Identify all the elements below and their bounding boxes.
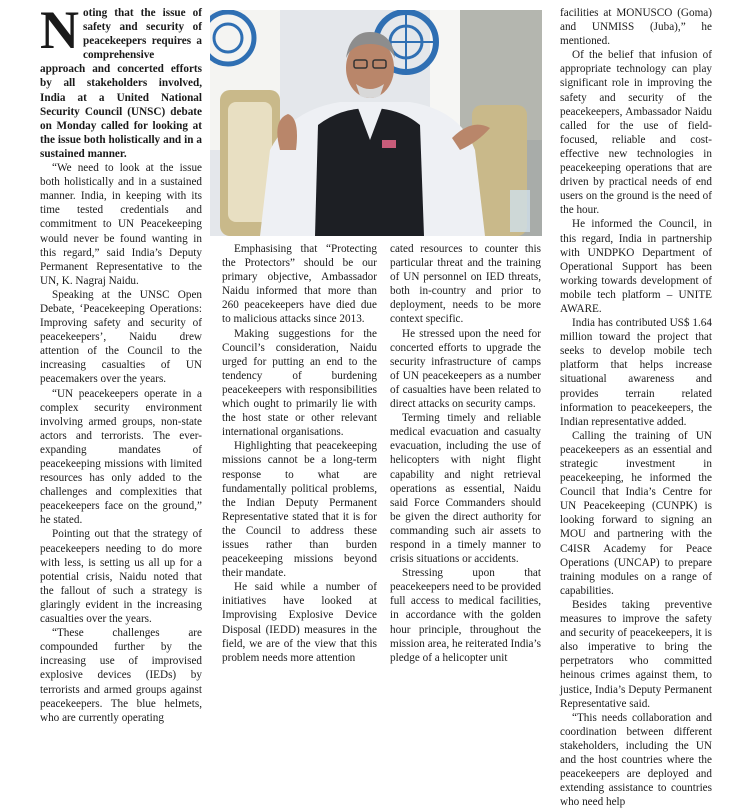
paragraph: Besides taking preventive measures to improve the safety and security of peacekeepers, it is also imperative to bring the perpetrators who committed heinous crimes against them, to justice, India’s Deputy Permanent Representative said. [560,598,712,710]
paragraph: India has contributed US$ 1.64 million toward the project that seeks to develop mobile tech platform that helps increase situational awareness and provides terrain related information to peacekeepers, the Indian representative added. [560,317,712,428]
column-1 [40,0,202,725]
paragraph: He informed the Council, in this regard, India in partnership with UNDPKO Department of Operational Support has been working towards development of mobile tech platform – UNITE AWARE. [560,218,712,315]
paragraph: Calling the training of UN peacekeepers as an essential and strategic investment in peacekeeping, he informed the Council that India’s Centre for UN Peacekeeping (CUNPK) is looking forward to signing an MOU and partnering with the C4ISR Academy for Peace Operations (UNCAP) to prepare training modules on a range of capabilities. [560,429,712,597]
lead-paragraph [40,0,202,161]
paragraph: Stressing upon that peacekeepers need to be provided full access to medical facilities, in accordance with the golden hour principle, throughout the mission area, he reiterated India’s pledge of a helicopter unit [390,567,541,664]
paragraph: “This needs collaboration and coordination between different stakeholders, including the UN and the host countries where the peacekeepers are deployed and extending assistance to countries who need help [560,711,712,809]
paragraph: Of the belief that infusion of appropriate technology can play significant role in improving the safety and security of the peacekeepers, Ambassador Naidu called for the use of field-focused, reliable and cost-effective new technologies in peacekeeping operations that are driven by practical needs of end users on the ground is the need of the hour. [560,49,712,217]
column-4 [560,6,712,809]
column-2 [222,242,377,665]
paragraph: Emphasising that “Protecting the Protectors” should be our primary objective, Ambassador Naidu informed that more than 260 peacekeepers have died due to malicious attacks since 2013. [222,243,377,326]
paragraph: He stressed upon the need for concerted efforts to upgrade the security infrastructure of camps of UN peacekeepers as a number of casualties have been related to direct attacks on security camps. [390,327,541,411]
paragraph: Highlighting that peacekeeping missions cannot be a long-term response to what are fundamentally political problems, the Indian Deputy Permanent Representative stated that it is for the Council to address these issues rather than burden peacekeeping missions beyond their mandate. [222,440,377,580]
drop-cap: N [40,0,79,60]
paragraph: Pointing out that the strategy of peacekeepers needing to do more with less, is setting us all up for a potential crisis, Naidu noted that the fallout of such a strategy is glaringly evident in the increasing casualties over the years. [40,528,202,626]
paragraph: “These challenges are compounded further by the increasing use of improvised explosive devices (IEDs) by terrorists and armed groups against peacekeepers. The blue helmets, who are currently operating [40,627,202,724]
paragraph: cated resources to counter this particular threat and the training of UN personnel on IED threats, both in-country and prior to deployment, needs to be more context specific. [390,243,541,326]
column-3 [390,242,541,665]
lead-text: oting that the issue of safety and security of peacekeepers requires a comprehensive approach and concerted efforts by all stakeholders involved, India at a United National Security Council (UNSC) debate on Monday called for looking at the issue both holistically and in a sustained manner. [40,7,202,160]
paragraph: Terming timely and reliable medical evacuation and casualty evacuation, including the use of helicopters with night flight capability and night retrieval operations as essential, Naidu said Force Commanders should be given the direct authority for commanding such air assets to respond in a timely manner to crisis situations or accidents. [390,412,541,566]
paragraph: Making suggestions for the Council’s consideration, Naidu urged for putting an end to the tendency of burdening peacekeepers with responsibilities which ought to primarily lie with the host state or other relevant international organisations. [222,327,377,439]
article-photo [210,10,542,236]
paragraph: “We need to look at the issue both holistically and in a sustained manner. India, in keeping with its time tested credentials and commitment to UN Peacekeeping would never be found wanting in this regard,” said India’s Deputy Permanent Representative to the UN, K. Nagraj Naidu. [40,162,202,287]
paragraph: Speaking at the UNSC Open Debate, ‘Peacekeeping Operations: Improving safety and security of peacekeepers’, Naidu drew attention of the Council to the increasing casualties of UN peacemakers over the years. [40,288,202,386]
speaker-photo-icon [210,10,542,236]
paragraph: facilities at MONUSCO (Goma) and UNMISS (Juba),” he mentioned. [560,7,712,48]
paragraph: “UN peacekeepers operate in a complex security environment involving armed groups, non-state actors and terrorists. The ever-expanding mandates of peacekeeping missions with limited resources has only added to the challenges and complexities that peacekeepers face on the ground,” he stated. [40,387,202,527]
paragraph: He said while a number of initiatives have looked at Improvising Explosive Device Disposal (IEDD) measures in the field, we are of the view that this problem needs more attention [222,581,377,664]
